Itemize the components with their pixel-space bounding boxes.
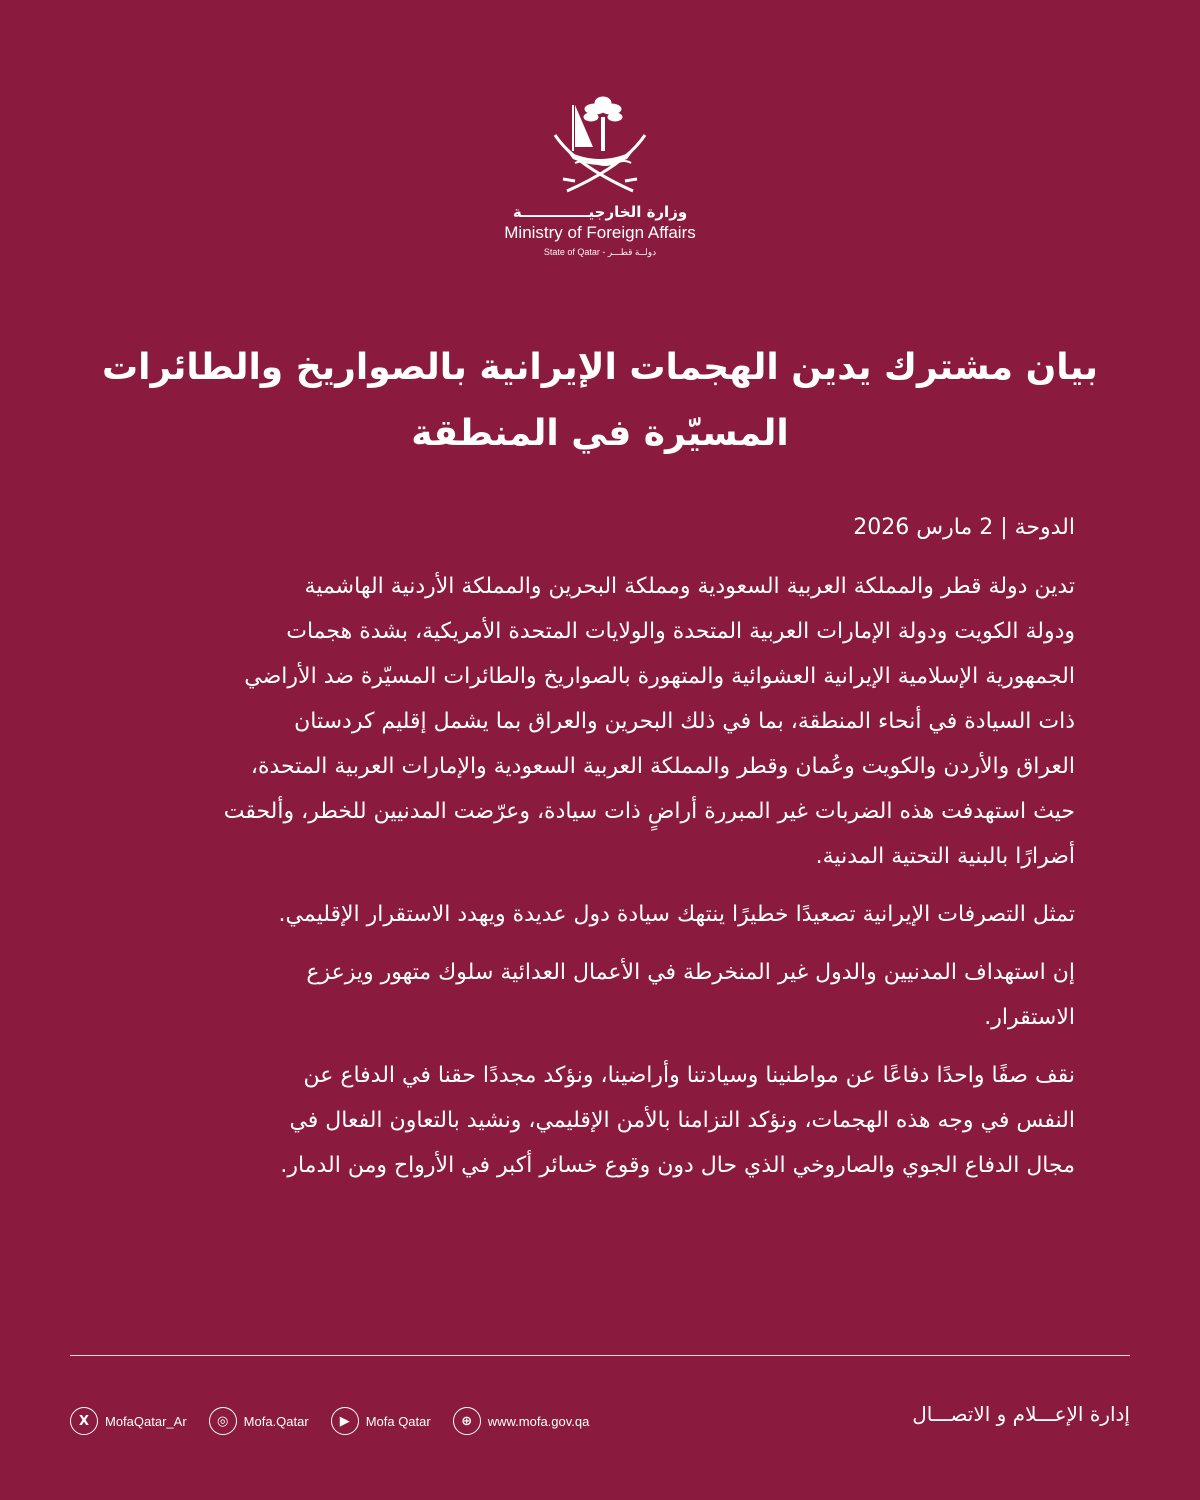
social-links xyxy=(70,1407,589,1435)
social-youtube-link[interactable] xyxy=(331,1407,431,1435)
logo-state-name: State of Qatar - دولــة قطـــر xyxy=(543,247,657,257)
paragraph-line: النفس في وجه هذه الهجمات، ونؤكد التزامنا بالأمن الإقليمي، ونشيد بالتعاون الفعال في xyxy=(289,1108,1075,1133)
paragraph-line: حيث استهدفت هذه الضربات غير المبررة أراضٍ ذات سيادة، وعرّضت المدنيين للخطر، وألحقت xyxy=(223,799,1075,824)
paragraph xyxy=(125,1053,1075,1188)
x-icon: X xyxy=(70,1407,98,1435)
statement-body xyxy=(125,505,1075,1201)
title-line: بيان مشترك يدين الهجمات الإيرانية بالصواريخ والطائرات xyxy=(101,347,1099,388)
dateline: الدوحة | 2 مارس 2026 xyxy=(853,515,1075,540)
ministry-logo xyxy=(480,95,720,275)
paragraph-line: الاستقرار. xyxy=(984,1005,1075,1030)
paragraph-line: تمثل التصرفات الإيرانية تصعيدًا خطيرًا ينتهك سيادة دول عديدة ويهدد الاستقرار الإقليمي. xyxy=(278,902,1075,927)
paragraph-line: ذات السيادة في أنحاء المنطقة، بما في ذلك البحرين والعراق بما يشمل إقليم كردستان xyxy=(294,709,1075,734)
paragraph-line: إن استهداف المدنيين والدول غير المنخرطة في الأعمال العدائية سلوك متهور ويزعزع xyxy=(306,960,1075,985)
paragraph-line: تدين دولة قطر والمملكة العربية السعودية ومملكة البحرين والمملكة الأردنية الهاشمية xyxy=(304,574,1075,599)
paragraph xyxy=(125,892,1075,937)
paragraph-line: العراق والأردن والكويت وعُمان وقطر والمملكة العربية السعودية والإمارات العربية المتحدة، xyxy=(250,754,1075,779)
paragraph xyxy=(125,564,1075,879)
department-name: إدارة الإعـــلام و الاتصـــال xyxy=(912,1402,1130,1426)
paragraph-line: الجمهورية الإسلامية الإيرانية العشوائية والمتهورة بالصواريخ والطائرات المسيّرة ضد الأراضي xyxy=(244,664,1075,689)
paragraph-line: ودولة الكويت ودولة الإمارات العربية المتحدة والولايات المتحدة الأمريكية، بشدة هجمات xyxy=(286,619,1075,644)
social-instagram-link[interactable] xyxy=(209,1407,309,1435)
social-label: Mofa Qatar xyxy=(365,1413,431,1429)
logo-arabic-name: وزارة الخارجيـــــــــــــة xyxy=(512,203,688,221)
paragraph xyxy=(125,950,1075,1040)
paragraph-line: مجال الدفاع الجوي والصاروخي الذي حال دون وقوع خسائر أكبر في الأرواح ومن الدمار. xyxy=(280,1153,1075,1178)
instagram-icon: ◎ xyxy=(209,1407,237,1435)
paragraph-line: أضرارًا بالبنية التحتية المدنية. xyxy=(815,844,1075,869)
website-link[interactable] xyxy=(453,1407,590,1435)
globe-icon: ⊕ xyxy=(453,1407,481,1435)
social-x-link[interactable] xyxy=(70,1407,187,1435)
social-label: Mofa.Qatar xyxy=(243,1413,309,1429)
footer-divider xyxy=(70,1355,1130,1356)
social-label: MofaQatar_Ar xyxy=(105,1413,187,1429)
youtube-icon: ▶ xyxy=(331,1407,359,1435)
title-line: المسيّرة في المنطقة xyxy=(411,413,789,454)
statement-title xyxy=(100,335,1100,467)
logo-english-name: Ministry of Foreign Affairs xyxy=(504,223,696,242)
social-label: www.mofa.gov.qa xyxy=(487,1413,590,1429)
paragraph-line: نقف صفًا واحدًا دفاعًا عن مواطنينا وسيادتنا وأراضينا، ونؤكد مجددًا حقنا في الدفاع عن xyxy=(303,1063,1075,1088)
qatar-emblem-icon xyxy=(545,95,655,195)
